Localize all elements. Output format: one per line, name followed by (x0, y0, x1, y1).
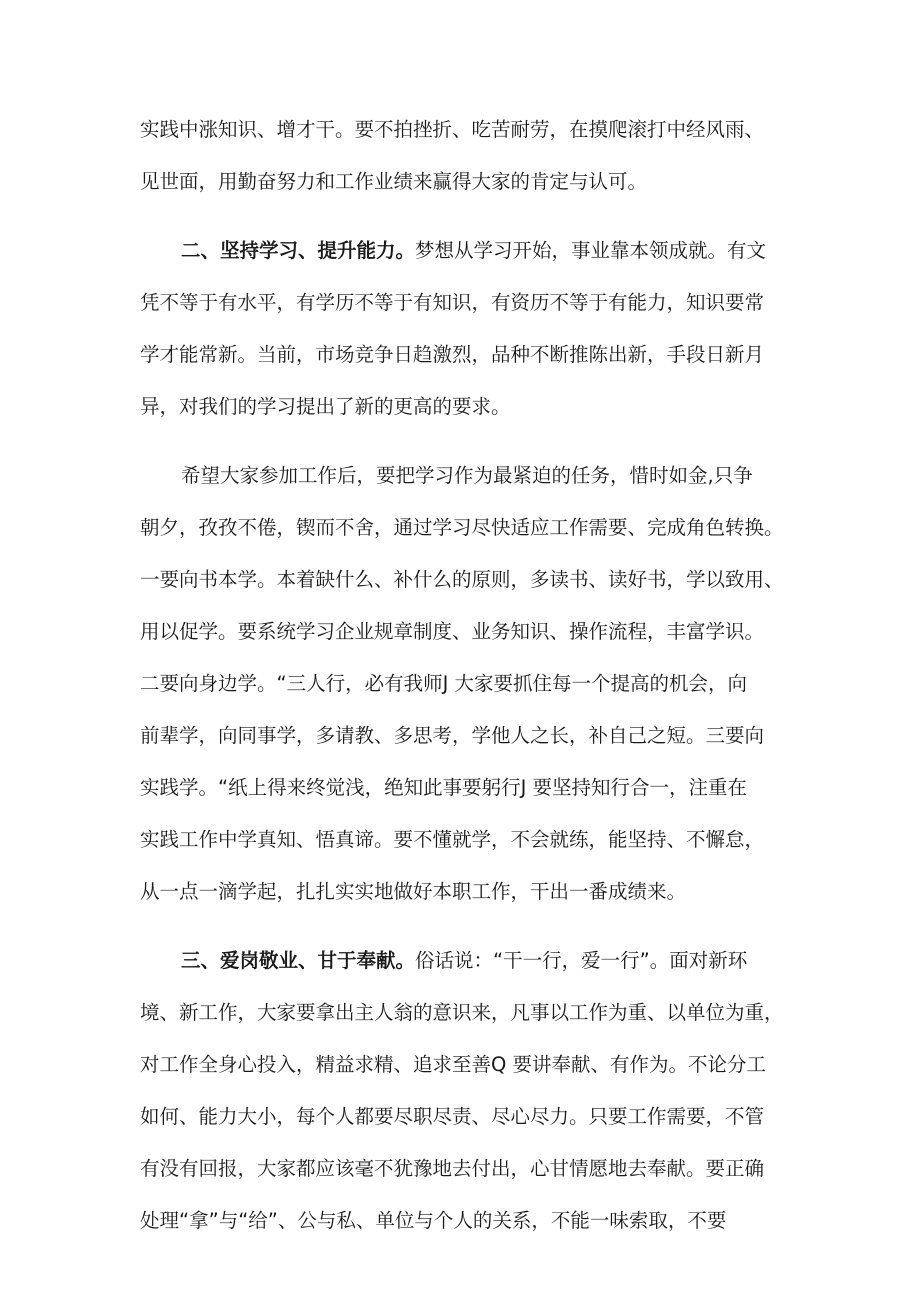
paragraph-3-line-7: 实践学。“纸上得来终觉浅，绝知此事要躬行J 要坚持知行合一，注重在 (140, 776, 748, 799)
paragraph-3-line-3: 一要向书本学。本着缺什么、补什么的原则，多读书、读好书，学以致用、 (140, 568, 784, 591)
paragraph-4-line-4: 如何、能力大小，每个人都要尽职尽责、尽心尽力。只要工作需要，不管 (140, 1105, 765, 1128)
paragraph-2-line-1-text: 梦想从学习开始，事业靠本领成就。有文 (415, 239, 767, 262)
paragraph-3-line-6: 前辈学，向同事学，多请教、多思考，学他人之长，补自己之短。三要向 (140, 724, 765, 747)
paragraph-1-line-2: 见世面，用勤奋努力和工作业绩来赢得大家的肯定与认可。 (140, 170, 648, 193)
paragraph-4-line-6: 处理“拿”与“给”、公与私、单位与个人的关系，不能一味索取，不要 (140, 1209, 727, 1232)
paragraph-3-line-9: 从一点一滴学起，扎扎实实地做好本职工作，干出一番成绩来。 (140, 880, 687, 903)
paragraph-4-line-1 (181, 943, 831, 979)
paragraph-3-line-1: 希望大家参加工作后，要把学习作为最紧迫的任务，惜时如金,只争 (181, 464, 753, 487)
paragraph-3-line-5: 二要向身边学。“三人行，必有我师J 大家要抓住每一个提高的机会，向 (140, 672, 748, 695)
paragraph-2-line-4: 异，对我们的学习提出了新的更高的要求。 (140, 395, 511, 418)
paragraph-3-line-8: 实践工作中学真知、悟真谛。要不懂就学，不会就练，能坚持、不懈怠， (140, 828, 765, 851)
paragraph-3-line-2: 朝夕，孜孜不倦，锲而不舍，通过学习尽快适应工作需要、完成角色转换。 (140, 516, 784, 539)
paragraph-2-line-3: 学才能常新。当前，市场竞争日趋激烈，品种不断推陈出新，手段日新月 (140, 343, 765, 366)
paragraph-2-line-2: 凭不等于有水平，有学历不等于有知识，有资历不等于有能力，知识要常 (140, 291, 765, 314)
paragraph-2-line-1 (181, 233, 831, 269)
paragraph-3-line-4: 用以促学。要系统学习企业规章制度、业务知识、操作流程，丰富学识。 (140, 620, 765, 643)
paragraph-4-line-5: 有没有回报，大家都应该毫不犹豫地去付出，心甘情愿地去奉献。要正确 (140, 1157, 765, 1180)
paragraph-1-line-1: 实践中涨知识、增才干。要不拍挫折、吃苦耐劳，在摸爬滚打中经风雨、 (140, 118, 765, 141)
section-heading-3: 三、爱岗敬业、甘于奉献。 (181, 949, 416, 972)
paragraph-4-line-1-text: 俗话说：“干一行，爱一行”。面对新环 (415, 949, 748, 972)
paragraph-4-line-2: 境、新工作，大家要拿出主人翁的意识来，凡事以工作为重、以单位为重， (140, 1001, 784, 1024)
paragraph-4-line-3: 对工作全身心投入，精益求精、追求至善Q 要讲奉献、有作为。不论分工 (140, 1053, 767, 1076)
section-heading-2: 二、坚持学习、提升能力。 (181, 239, 416, 262)
